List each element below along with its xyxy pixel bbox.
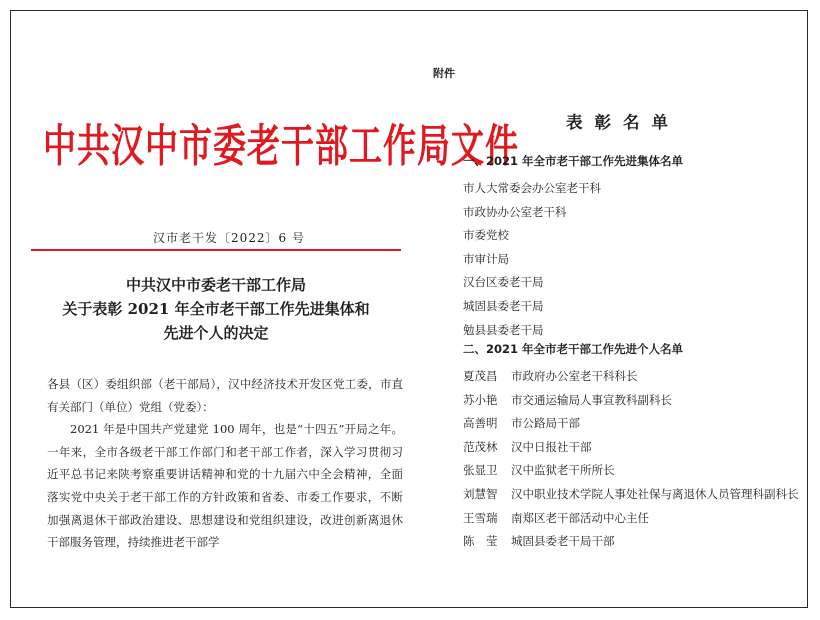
individual-list: [463, 365, 809, 554]
right-page: [421, 11, 809, 607]
person-title: 市政府办公室老干科科长: [511, 369, 638, 383]
list-item: 城固县委老干局: [463, 298, 544, 313]
list-item: [463, 412, 809, 436]
list-item: 市人大常委会办公室老干科: [463, 181, 601, 195]
person-name: 范茂林: [463, 439, 498, 454]
list-item: 汉台区委老干局: [463, 275, 544, 290]
person-title: 市交通运输局人事宣教科副科长: [511, 392, 672, 407]
person-title: 汉中日报社干部: [511, 439, 592, 454]
person-title: 城固县委老干局干部: [511, 534, 615, 549]
collective-list: [463, 177, 601, 342]
decision-title: [41, 273, 391, 345]
section-header-collectives: 一、2021 年全市老干部工作先进集体名单: [463, 154, 684, 168]
decision-body: [47, 373, 403, 554]
list-item: [463, 459, 809, 483]
list-item: [463, 530, 809, 554]
recipients-line: 各县（区）委组织部（老干部局），汉中经济技术开发区党工委，市直有关部门（单位）党组（党委）：: [47, 377, 403, 414]
person-name: 苏小艳: [463, 392, 498, 407]
list-item: 勉县县委老干局: [463, 322, 544, 337]
person-name: 高善明: [463, 416, 498, 431]
person-name: 张显卫: [463, 463, 498, 478]
section-header-individuals: 二、2021 年全市老干部工作先进个人名单: [463, 342, 684, 356]
person-name: 陈 莹: [463, 534, 498, 549]
commendation-list-title: 表彰名单: [566, 113, 680, 132]
person-title: 汉中监狱老干所所长: [511, 463, 615, 478]
person-title: 市公路局干部: [511, 416, 580, 431]
list-item: [463, 507, 809, 531]
list-item: [463, 389, 809, 413]
decision-title-line-1: 中共汉中市委老干部工作局: [125, 276, 306, 294]
body-paragraph: 2021 年是中国共产党建党 100 周年，也是“十四五”开局之年。一年来，全市各级老干部工作部门和老干部工作者，深入学习贯彻习近平总书记来陕考察重要讲话精神和党的十九届六中全会精神，全面落实党中央关于老干部工作的方针政策和省委、市委工作要求，不断加强离退休干部政治建设、思想建设和党组织建设，改进创新离退休干部服务管理，持续推进老干部学: [47, 422, 403, 550]
document-frame: [10, 10, 808, 608]
list-item: [463, 483, 809, 507]
list-item: 市审计局: [463, 251, 509, 266]
decision-title-line-2: 关于表彰 2021 年全市老干部工作先进集体和: [62, 300, 370, 318]
list-item: [463, 365, 809, 389]
document-number: 汉市老干发〔2022〕6 号: [153, 231, 305, 245]
list-item: 市委党校: [463, 228, 509, 243]
person-name: 夏茂昌: [463, 369, 498, 383]
person-name: 刘慧智: [463, 486, 498, 501]
attachment-label: 附件: [433, 67, 455, 80]
decision-title-line-3: 先进个人的决定: [163, 324, 269, 342]
list-item: 市政协办公室老干科: [463, 204, 567, 219]
person-title: 汉中职业技术学院人事处社保与离退休人员管理科副科长: [511, 486, 799, 501]
list-item: [463, 436, 809, 460]
person-name: 王雪瑞: [463, 510, 498, 525]
org-document-title: 中共汉中市委老干部工作局文件: [43, 119, 519, 172]
person-title: 南郑区老干部活动中心主任: [511, 510, 649, 525]
red-divider-line: [31, 249, 401, 251]
